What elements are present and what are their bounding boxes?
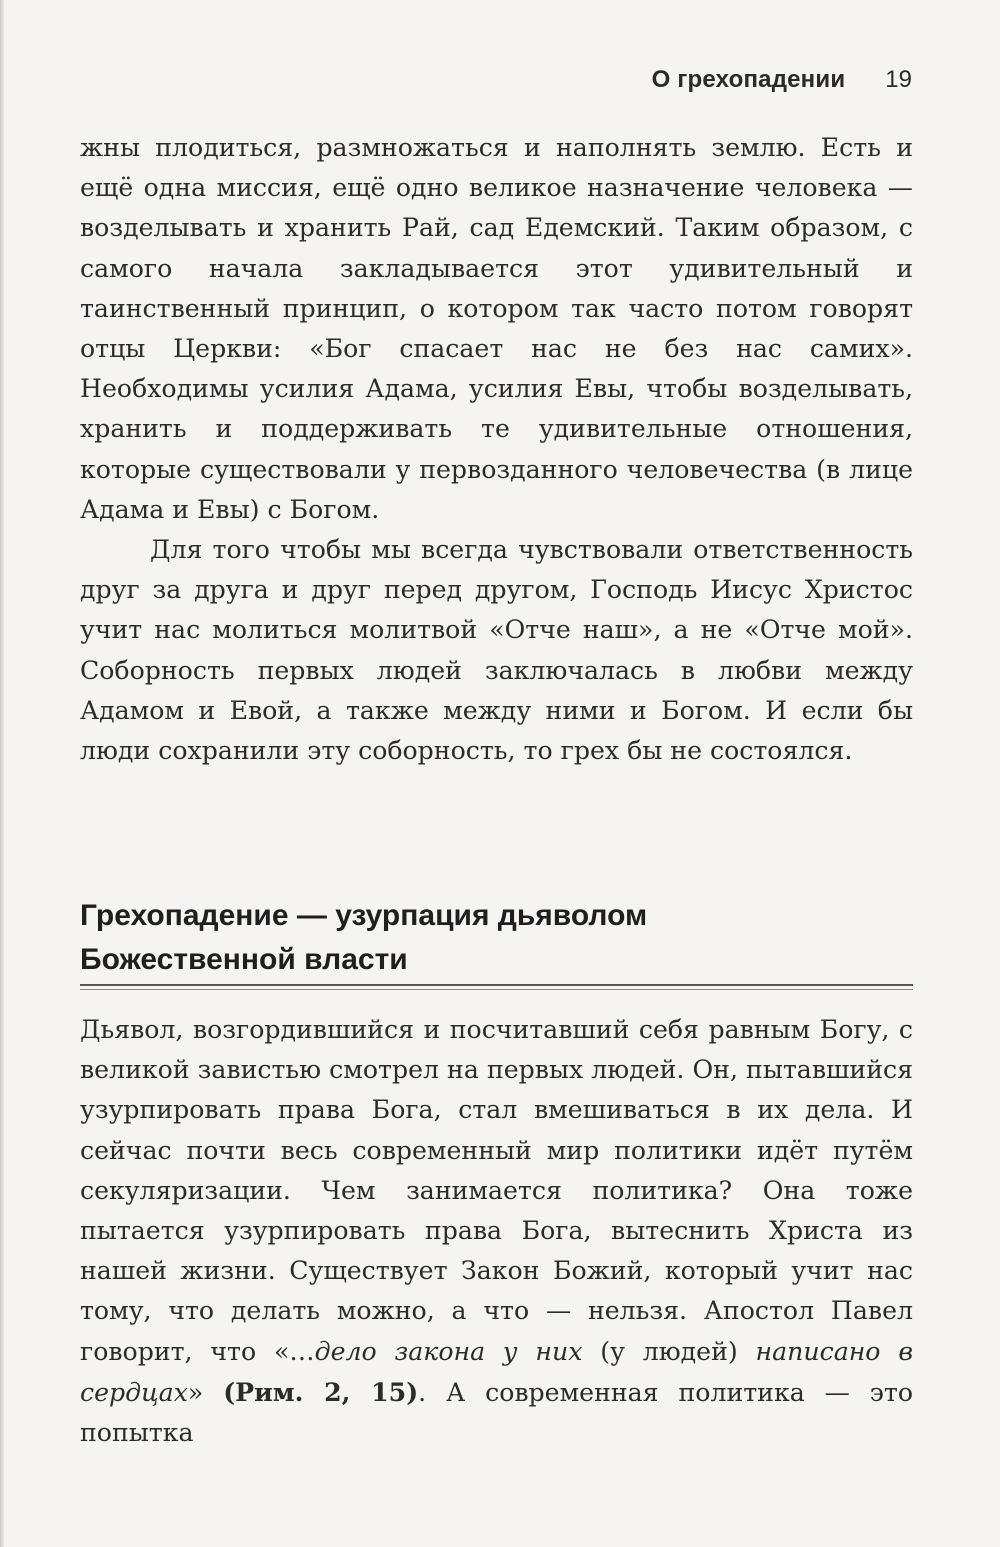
- chapter-title: О грехопадении: [651, 66, 846, 93]
- section-heading-line-2: Божественной власти: [80, 943, 408, 976]
- running-header: [80, 66, 912, 102]
- paragraph-text: Дьявол, возгордившийся и посчитавший себя равным Богу, с великой завистью смотрел на первых людей. Он, пытавшийся узурпировать права Бога, стал вмешиваться в их дела. И сейчас почти весь современный мир политики идёт путём секуляризации. Чем занимается политика? Она тоже пытается узурпировать права Бога, вытеснить Христа из нашей жизни. Существует Закон Божий, который учит нас тому, что делать можно, а что — нельзя. Апостол Павел говорит, что: [80, 1015, 913, 1366]
- heading-underline-thin: [80, 989, 913, 990]
- heading-underline: [80, 984, 913, 986]
- paragraph: [80, 1010, 913, 1453]
- section-heading-line-1: Грехопадение — узурпация дьяволом: [80, 899, 648, 932]
- page-edge-shadow: [0, 0, 4, 1547]
- section-heading: [80, 894, 913, 982]
- page-number: 19: [885, 66, 912, 93]
- paragraph: Для того чтобы мы всегда чувствовали ответственность друг за друга и друг перед другом, Господь Иисус Христос учит нас молиться молитвой «Отче наш», а не «Отче мой». Соборность первых людей заключалась в любви между Адамом и Евой, а также между ними и Богом. И если бы люди сохранили эту соборность, то грех бы не состоялся.: [80, 535, 913, 766]
- text-block-2: [80, 1010, 913, 1453]
- quote-open: «…: [256, 1336, 315, 1366]
- quote-close: »: [187, 1377, 224, 1407]
- text-block-1: [80, 128, 913, 771]
- quote-italic-part-2: написано в сердцах: [80, 1336, 913, 1407]
- scripture-reference: (Рим. 2, 15): [223, 1376, 419, 1407]
- quote-plain-part: (у людей): [582, 1336, 756, 1366]
- quote-italic-part-1: дело закона у них: [314, 1336, 583, 1366]
- paragraph: жны плодиться, размножаться и наполнять землю. Есть и ещё одна миссия, ещё одно великое назначение человека — возделывать и хранить Рай, сад Едемский. Таким образом, с самого начала закладывается этот удивительный и таинственный принцип, о котором так часто потом говорят отцы Церкви: «Бог спасает нас не без нас самих». Необходимы усилия Адама, усилия Евы, чтобы возделывать, хранить и поддерживать те удивительные отношения, которые существовали у первозданного человечества (в лице Адама и Евы) с Богом.: [80, 133, 913, 524]
- paragraph-text-end: . А современная политика — это попытка: [80, 1377, 913, 1448]
